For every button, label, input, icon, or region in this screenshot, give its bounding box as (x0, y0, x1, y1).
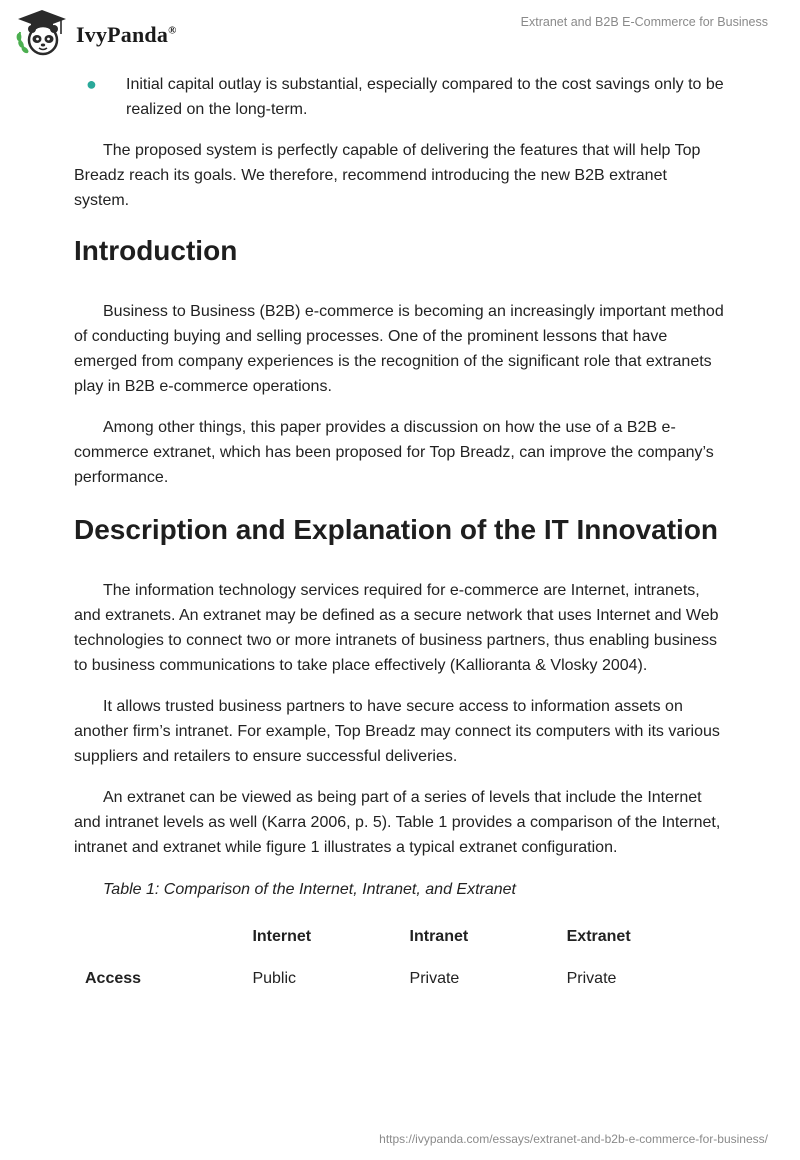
comparison-table (74, 916, 724, 1000)
row-label-access: Access (85, 970, 142, 987)
table-caption: Table 1: Comparison of the Internet, Intranet, and Extranet (103, 881, 516, 898)
ivypanda-logo[interactable] (14, 8, 177, 58)
list-item-text: Initial capital outlay is substantial, especially compared to the cost savings only to be realized on the long-term. (126, 76, 724, 118)
table-header-intranet: Intranet (409, 928, 469, 945)
paragraph-desc-2: It allows trusted business partners to have secure access to information assets on another firm’s intranet. For example, Top Breadz may connect its computers with its various suppliers and retailers to ensure successful deliveries. (74, 698, 720, 765)
document-title: Extranet and B2B E-Commerce for Business (520, 15, 768, 29)
paragraph-desc-3: An extranet can be viewed as being part of a series of levels that include the Internet and intranet levels as well (Karra 2006, p. 5). Table 1 provides a comparison of the Internet, intranet and extranet while figure 1 illustrates a typical extranet configuration. (74, 789, 721, 856)
table-row (74, 958, 724, 1000)
table-cell: Private (409, 970, 460, 987)
page-header (0, 0, 800, 64)
table-header-row (74, 916, 724, 958)
table-cell: Public (252, 970, 297, 987)
brand-name: IvyPanda® (76, 22, 177, 47)
essay-content (74, 72, 724, 1000)
source-url-link[interactable]: https://ivypanda.com/essays/extranet-and-b2b-e-commerce-for-business/ (379, 1132, 768, 1146)
paragraph-intro-1: Business to Business (B2B) e-commerce is becoming an increasingly important method of conducting buying and selling processes. One of the prominent lessons that have emerged from company experiences is the recognition of the significant role that extranets play in B2B e-commerce operations. (74, 303, 724, 395)
table-cell: Private (566, 970, 617, 987)
bullet-dot-icon: ● (86, 74, 97, 94)
table-header-extranet: Extranet (566, 928, 631, 945)
table-header-internet: Internet (252, 928, 312, 945)
paragraph-intro-2: Among other things, this paper provides a discussion on how the use of a B2B e-commerce extranet, which has been proposed for Top Breadz, can improve the company’s performance. (74, 419, 714, 486)
heading-introduction: Introduction (74, 235, 238, 266)
heading-description: Description and Explanation of the IT Innovation (74, 514, 719, 545)
paragraph-recommendation: The proposed system is perfectly capable of delivering the features that will help Top Breadz reach its goals. We therefore, recommend introducing the new B2B extranet system. (74, 142, 701, 209)
registered-mark: ® (168, 24, 177, 37)
paragraph-desc-1: The information technology services required for e-commerce are Internet, intranets, and extranets. An extranet may be defined as a secure network that uses Internet and Web technologies to connect two or more intranets of business partners, thus enabling business to business communications to take place effectively (Kallioranta & Vlosky 2004). (74, 582, 719, 674)
table-header-cell (74, 916, 252, 958)
panda-graduate-icon (14, 8, 70, 58)
list-item (86, 72, 724, 122)
